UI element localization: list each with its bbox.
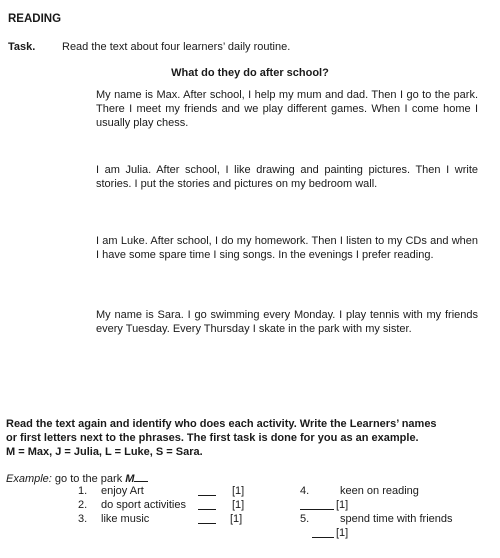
task-text: Read the text about four learners’ daily routine. [62, 41, 291, 53]
item-2-mark: [1] [232, 499, 245, 511]
item-2-text: do sport activities [101, 499, 186, 511]
item-4-answer-blank[interactable] [300, 499, 334, 510]
instructions-line-1: Read the text again and identify who does each activity. Write the Learners’ names [6, 418, 437, 430]
item-3-answer-blank[interactable] [198, 513, 216, 524]
item-3-text: like music [101, 513, 150, 525]
item-1-text: enjoy Art [101, 485, 144, 497]
item-5-mark: [1] [336, 527, 349, 539]
item-3-mark: [1] [230, 513, 243, 525]
item-3-number: 3. [78, 513, 88, 525]
item-5-text: spend time with friends [340, 513, 453, 525]
item-2-answer-blank[interactable] [198, 499, 216, 510]
item-2-number: 2. [78, 499, 88, 511]
item-4-mark: [1] [336, 499, 349, 511]
item-4-number: 4. [300, 485, 310, 497]
example-blank [134, 471, 148, 482]
item-1-number: 1. [78, 485, 88, 497]
task-label: Task. [8, 41, 36, 53]
instructions [6, 417, 494, 459]
example-label: Example: [6, 473, 52, 485]
paragraph-sara: My name is Sara. I go swimming every Monday. I play tennis with my friends every Tuesday. Every Thursday I skate in the park with my sister. [96, 309, 478, 335]
item-4-text: keen on reading [340, 485, 419, 497]
paragraph-julia: I am Julia. After school, I like drawing and painting pictures. Then I write stories. I put the stories and pictures on my bedroom wall. [96, 164, 478, 190]
paragraph-max: My name is Max. After school, I help my mum and dad. Then I go to the park. There I meet my friends and we play different games. When I come home I usually play chess. [96, 89, 478, 129]
item-1-answer-blank[interactable] [198, 485, 216, 496]
item-1-mark: [1] [232, 485, 245, 497]
section-heading: READING [8, 13, 62, 25]
example-text: go to the park [54, 473, 123, 485]
example-answer: M [125, 473, 135, 485]
item-5-number: 5. [300, 513, 310, 525]
item-5-answer-blank[interactable] [312, 527, 334, 538]
instructions-line-3: M = Max, J = Julia, L = Luke, S = Sara. [6, 446, 203, 458]
paragraph-luke: I am Luke. After school, I do my homework. Then I listen to my CDs and when I have some spare time I sing songs. In the evenings I prefer reading. [96, 235, 478, 261]
text-subtitle: What do they do after school? [171, 67, 329, 79]
instructions-line-2: or first letters next to the phrases. The first task is done for you as an example. [6, 432, 419, 444]
